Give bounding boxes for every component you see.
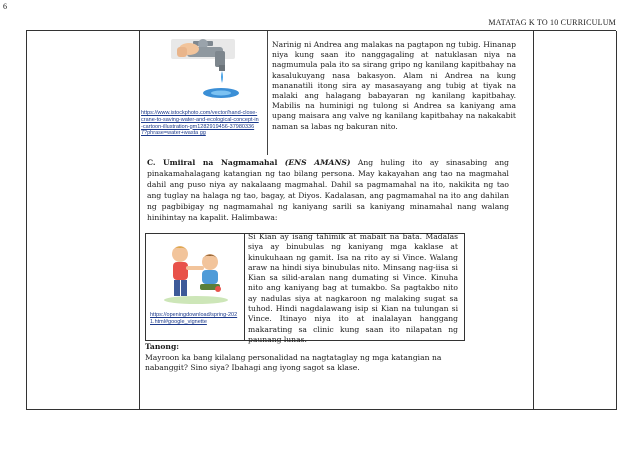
faucet-icon xyxy=(159,37,247,101)
section-c-letter: C. xyxy=(147,158,156,167)
question-heading: Tanong: xyxy=(145,342,180,351)
section-c-body: Ang huling ito ay sinasabing ang pinakamahalagang katangian ng tao bilang persona. May kakayahan ang tao na magmahal dahil ang puso niya ay nakalaang magmahal. Dahil sa pagmamahal na ito, nakikita ng tao ang tuglay na halaga ng tao, bagay, at Diyos. Kadalasan, ang pagmamahal na ito ang dahilan ng pagbibigay ng nagmamahal ng kaniyang sarili sa kaniyang minamahal nang walang hinihintay na kapalit. Halimbawa: xyxy=(147,158,509,222)
section-c xyxy=(147,157,509,223)
kian-example xyxy=(145,232,465,344)
kian-paragraph: Si Kian ay isang tahimik at mabait na bata. Madalas siya ay binubulas ng kaniyang mga kaklase at kinukuhaan ng gamit. Isa na rito ay si Vince. Walang araw na hindi siya binubulas nito. Minsang nag-iisa si Kian sa silid-aralan nang dumating si Vince. Kinuha nito ang kaniyang bag at tumakbo. Sa pagtakbo nito ay nadulas siya at nagkaroon ng malaking sugat sa tuhod. Hindi nagdalawang isip si Kian na tulungan si Vince. Itinayo niya ito at inalalayan hanggang makarating sa clinic kung saan ito nilapatan ng paunang lunas. xyxy=(248,232,458,344)
faucet-paragraph: Narinig ni Andrea ang malakas na pagtapon ng tubig. Hinanap niya kung saan ito nanggagaling at natuklasan niya na nagmumula pala ito sa sirang gripo ng kanilang kapitbahay na kasalukuyang nasa bakasyon. Alam ni Andrea na kung mananatili itong sira ay masasayang ang tubig at tiyak na malaki ang halagang babayaran ng kanilang kapitbahay. Mabilis na huminigi ng tulong si Andrea sa kaniyang ama upang maisara ang valve ng kanilang kapitbahay na nakakabit naman sa labas ng bakuran nito. xyxy=(272,40,516,131)
faucet-example xyxy=(139,31,524,155)
page-number: 6 xyxy=(3,2,7,11)
question-text: Mayroon ka bang kilalang personalidad na nagtataglay ng mga katangian na nabanggit? Sino siya? Ibahagi ang iyong sagot sa klase. xyxy=(145,352,442,373)
kids-illustration xyxy=(160,240,232,304)
faucet-image-source-link[interactable]: https://www.istockphoto.com/vector/hand-close-crane-to-saving-water-and-ecological-concept-in-cartoon-illustration-gm1282919456-379803367?phrase=water+wasta gg xyxy=(141,110,259,137)
faucet-illustration xyxy=(159,37,247,101)
curriculum-header: MATATAG K TO 10 CURRICULUM xyxy=(488,18,616,27)
children-helping-icon xyxy=(160,240,232,304)
left-column xyxy=(27,31,140,409)
question-block xyxy=(145,342,475,374)
section-c-title: Umiiral na Nagmamahal xyxy=(162,158,278,167)
kids-image-source-link[interactable]: https://openingdownload/spring-2021.html#google_vignette xyxy=(150,312,238,325)
section-c-acronym: (ENS AMANS) xyxy=(284,158,351,167)
right-column-divider xyxy=(533,31,534,409)
faucet-image-cell xyxy=(139,31,268,155)
kian-image-cell xyxy=(146,234,245,340)
